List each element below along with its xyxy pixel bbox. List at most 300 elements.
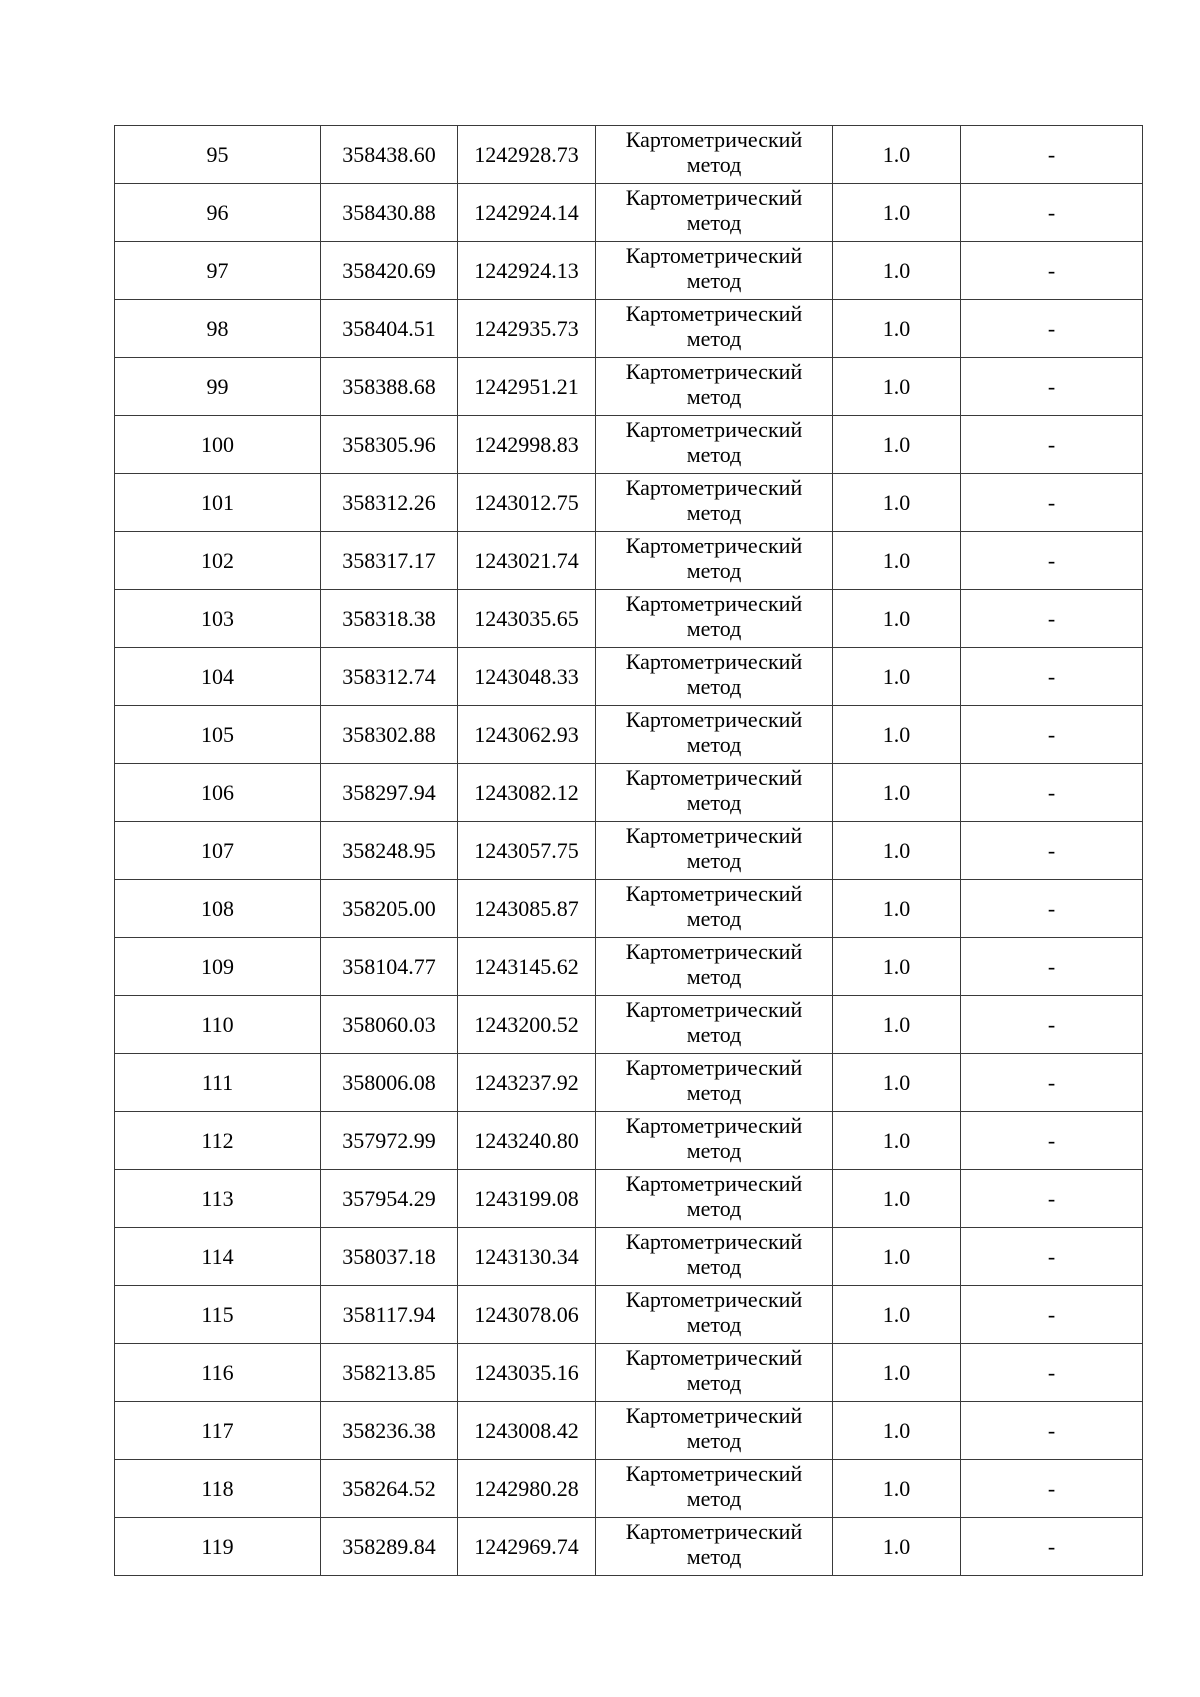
- y-coordinate-cell-text: 1242924.13: [474, 258, 579, 283]
- note-cell-text: -: [1047, 1186, 1056, 1211]
- note-cell-text: -: [1047, 780, 1056, 805]
- accuracy-cell-text: 1.0: [882, 490, 911, 515]
- point-number-cell-text: 115: [201, 1302, 234, 1327]
- method-cell-text: Картометрический метод: [625, 880, 803, 931]
- y-coordinate-cell: [458, 1344, 596, 1402]
- x-coordinate-cell-text: 358264.52: [342, 1476, 436, 1501]
- accuracy-cell-text: 1.0: [882, 1070, 911, 1095]
- point-number-cell: [115, 938, 321, 996]
- x-coordinate-cell: [321, 648, 458, 706]
- point-number-cell-text: 117: [201, 1418, 234, 1443]
- x-coordinate-cell: [321, 764, 458, 822]
- x-coordinate-cell: [321, 1460, 458, 1518]
- method-cell: [596, 126, 833, 184]
- y-coordinate-cell: [458, 706, 596, 764]
- y-coordinate-cell-text: 1243085.87: [474, 896, 579, 921]
- note-cell: [961, 648, 1143, 706]
- table-row: [115, 1112, 1143, 1170]
- point-number-cell-text: 106: [201, 780, 234, 805]
- x-coordinate-cell-text: 358236.38: [342, 1418, 436, 1443]
- x-coordinate-cell: [321, 1228, 458, 1286]
- point-number-cell-text: 104: [201, 664, 234, 689]
- point-number-cell: [115, 416, 321, 474]
- note-cell: [961, 1518, 1143, 1576]
- point-number-cell-text: 99: [206, 374, 229, 399]
- table-row: [115, 126, 1143, 184]
- accuracy-cell: [833, 1344, 961, 1402]
- note-cell: [961, 764, 1143, 822]
- x-coordinate-cell-text: 358117.94: [342, 1302, 436, 1327]
- note-cell-text: -: [1047, 954, 1056, 979]
- method-cell: [596, 1112, 833, 1170]
- note-cell: [961, 1402, 1143, 1460]
- method-cell-text: Картометрический метод: [625, 184, 803, 235]
- note-cell-text: -: [1047, 664, 1056, 689]
- note-cell-text: -: [1047, 200, 1056, 225]
- accuracy-cell-text: 1.0: [882, 954, 911, 979]
- method-cell-text: Картометрический метод: [625, 1344, 803, 1395]
- point-number-cell-text: 107: [201, 838, 234, 863]
- method-cell: [596, 1402, 833, 1460]
- y-coordinate-cell-text: 1242980.28: [474, 1476, 579, 1501]
- method-cell-text: Картометрический метод: [625, 1518, 803, 1569]
- point-number-cell-text: 112: [201, 1128, 234, 1153]
- y-coordinate-cell: [458, 300, 596, 358]
- method-cell-text: Картометрический метод: [625, 764, 803, 815]
- accuracy-cell: [833, 416, 961, 474]
- note-cell-text: -: [1047, 1476, 1056, 1501]
- y-coordinate-cell: [458, 474, 596, 532]
- y-coordinate-cell-text: 1243237.92: [474, 1070, 579, 1095]
- accuracy-cell: [833, 706, 961, 764]
- note-cell: [961, 590, 1143, 648]
- y-coordinate-cell-text: 1243240.80: [474, 1128, 579, 1153]
- y-coordinate-cell: [458, 938, 596, 996]
- method-cell: [596, 184, 833, 242]
- accuracy-cell: [833, 880, 961, 938]
- point-number-cell-text: 109: [201, 954, 234, 979]
- method-cell: [596, 416, 833, 474]
- point-number-cell-text: 114: [201, 1244, 234, 1269]
- method-cell-text: Картометрический метод: [625, 1286, 803, 1337]
- method-cell-text: Картометрический метод: [625, 358, 803, 409]
- method-cell-text: Картометрический метод: [625, 822, 803, 873]
- point-number-cell-text: 118: [201, 1476, 234, 1501]
- note-cell: [961, 1286, 1143, 1344]
- method-cell: [596, 1518, 833, 1576]
- table-row: [115, 1518, 1143, 1576]
- y-coordinate-cell-text: 1243082.12: [474, 780, 579, 805]
- accuracy-cell-text: 1.0: [882, 1360, 911, 1385]
- x-coordinate-cell: [321, 532, 458, 590]
- table-row: [115, 242, 1143, 300]
- method-cell: [596, 880, 833, 938]
- accuracy-cell-text: 1.0: [882, 722, 911, 747]
- point-number-cell: [115, 184, 321, 242]
- y-coordinate-cell: [458, 590, 596, 648]
- x-coordinate-cell-text: 358312.74: [342, 664, 436, 689]
- point-number-cell-text: 119: [201, 1534, 234, 1559]
- y-coordinate-cell-text: 1243062.93: [474, 722, 579, 747]
- accuracy-cell-text: 1.0: [882, 432, 911, 457]
- y-coordinate-cell: [458, 648, 596, 706]
- note-cell: [961, 300, 1143, 358]
- y-coordinate-cell: [458, 126, 596, 184]
- method-cell: [596, 996, 833, 1054]
- note-cell-text: -: [1047, 490, 1056, 515]
- y-coordinate-cell: [458, 358, 596, 416]
- note-cell: [961, 242, 1143, 300]
- table-row: [115, 880, 1143, 938]
- y-coordinate-cell: [458, 1460, 596, 1518]
- x-coordinate-cell-text: 358318.38: [342, 606, 436, 631]
- x-coordinate-cell: [321, 1170, 458, 1228]
- method-cell: [596, 532, 833, 590]
- method-cell-text: Картометрический метод: [625, 706, 803, 757]
- accuracy-cell-text: 1.0: [882, 664, 911, 689]
- x-coordinate-cell: [321, 822, 458, 880]
- note-cell: [961, 1054, 1143, 1112]
- table-row: [115, 184, 1143, 242]
- accuracy-cell: [833, 1054, 961, 1112]
- point-number-cell: [115, 1286, 321, 1344]
- note-cell-text: -: [1047, 1012, 1056, 1037]
- method-cell-text: Картометрический метод: [625, 1228, 803, 1279]
- x-coordinate-cell: [321, 1344, 458, 1402]
- x-coordinate-cell: [321, 1402, 458, 1460]
- note-cell-text: -: [1047, 838, 1056, 863]
- y-coordinate-cell-text: 1242951.21: [474, 374, 579, 399]
- note-cell-text: -: [1047, 374, 1056, 399]
- x-coordinate-cell: [321, 1054, 458, 1112]
- note-cell: [961, 996, 1143, 1054]
- x-coordinate-cell: [321, 242, 458, 300]
- note-cell: [961, 358, 1143, 416]
- y-coordinate-cell-text: 1242928.73: [474, 142, 579, 167]
- point-number-cell: [115, 880, 321, 938]
- accuracy-cell: [833, 1286, 961, 1344]
- table-row: [115, 1344, 1143, 1402]
- x-coordinate-cell: [321, 1518, 458, 1576]
- accuracy-cell-text: 1.0: [882, 1476, 911, 1501]
- x-coordinate-cell-text: 358305.96: [342, 432, 436, 457]
- y-coordinate-cell: [458, 1054, 596, 1112]
- accuracy-cell-text: 1.0: [882, 1128, 911, 1153]
- y-coordinate-cell: [458, 1228, 596, 1286]
- note-cell-text: -: [1047, 258, 1056, 283]
- method-cell: [596, 242, 833, 300]
- note-cell: [961, 126, 1143, 184]
- note-cell: [961, 938, 1143, 996]
- y-coordinate-cell: [458, 764, 596, 822]
- y-coordinate-cell: [458, 1286, 596, 1344]
- method-cell-text: Картометрический метод: [625, 126, 803, 177]
- note-cell-text: -: [1047, 548, 1056, 573]
- point-number-cell-text: 110: [201, 1012, 234, 1037]
- method-cell-text: Картометрический метод: [625, 1054, 803, 1105]
- method-cell-text: Картометрический метод: [625, 648, 803, 699]
- table-row: [115, 822, 1143, 880]
- accuracy-cell-text: 1.0: [882, 1302, 911, 1327]
- note-cell-text: -: [1047, 142, 1056, 167]
- y-coordinate-cell: [458, 822, 596, 880]
- accuracy-cell: [833, 1460, 961, 1518]
- y-coordinate-cell: [458, 184, 596, 242]
- point-number-cell: [115, 648, 321, 706]
- accuracy-cell: [833, 764, 961, 822]
- y-coordinate-cell-text: 1243035.65: [474, 606, 579, 631]
- x-coordinate-cell-text: 358060.03: [342, 1012, 436, 1037]
- accuracy-cell: [833, 184, 961, 242]
- table-row: [115, 532, 1143, 590]
- accuracy-cell-text: 1.0: [882, 1534, 911, 1559]
- y-coordinate-cell-text: 1243130.34: [474, 1244, 579, 1269]
- point-number-cell: [115, 474, 321, 532]
- y-coordinate-cell-text: 1243199.08: [474, 1186, 579, 1211]
- table-row: [115, 1286, 1143, 1344]
- point-number-cell-text: 95: [206, 142, 229, 167]
- point-number-cell: [115, 1344, 321, 1402]
- method-cell-text: Картометрический метод: [625, 1402, 803, 1453]
- x-coordinate-cell: [321, 416, 458, 474]
- x-coordinate-cell: [321, 590, 458, 648]
- x-coordinate-cell-text: 358420.69: [342, 258, 436, 283]
- x-coordinate-cell: [321, 1286, 458, 1344]
- y-coordinate-cell-text: 1243012.75: [474, 490, 579, 515]
- point-number-cell: [115, 1170, 321, 1228]
- y-coordinate-cell: [458, 1112, 596, 1170]
- note-cell: [961, 706, 1143, 764]
- x-coordinate-cell: [321, 880, 458, 938]
- point-number-cell: [115, 358, 321, 416]
- accuracy-cell: [833, 358, 961, 416]
- x-coordinate-cell: [321, 706, 458, 764]
- x-coordinate-cell-text: 358317.17: [342, 548, 436, 573]
- accuracy-cell-text: 1.0: [882, 200, 911, 225]
- y-coordinate-cell-text: 1243021.74: [474, 548, 579, 573]
- method-cell-text: Картометрический метод: [625, 996, 803, 1047]
- x-coordinate-cell-text: 358213.85: [342, 1360, 436, 1385]
- y-coordinate-cell: [458, 532, 596, 590]
- point-number-cell-text: 102: [201, 548, 234, 573]
- point-number-cell-text: 98: [206, 316, 229, 341]
- accuracy-cell: [833, 1402, 961, 1460]
- table-row: [115, 474, 1143, 532]
- accuracy-cell: [833, 1518, 961, 1576]
- note-cell-text: -: [1047, 1418, 1056, 1443]
- y-coordinate-cell-text: 1242924.14: [474, 200, 579, 225]
- point-number-cell: [115, 996, 321, 1054]
- note-cell: [961, 532, 1143, 590]
- x-coordinate-cell: [321, 300, 458, 358]
- point-number-cell-text: 111: [201, 1070, 234, 1095]
- accuracy-cell: [833, 996, 961, 1054]
- y-coordinate-cell-text: 1242969.74: [474, 1534, 579, 1559]
- table-row: [115, 1054, 1143, 1112]
- accuracy-cell-text: 1.0: [882, 258, 911, 283]
- accuracy-cell: [833, 300, 961, 358]
- point-number-cell: [115, 706, 321, 764]
- point-number-cell-text: 101: [201, 490, 234, 515]
- y-coordinate-cell-text: 1243200.52: [474, 1012, 579, 1037]
- note-cell-text: -: [1047, 432, 1056, 457]
- x-coordinate-cell-text: 358404.51: [342, 316, 436, 341]
- point-number-cell: [115, 242, 321, 300]
- accuracy-cell-text: 1.0: [882, 1244, 911, 1269]
- note-cell-text: -: [1047, 316, 1056, 341]
- accuracy-cell: [833, 590, 961, 648]
- x-coordinate-cell-text: 358006.08: [342, 1070, 436, 1095]
- note-cell: [961, 474, 1143, 532]
- point-number-cell: [115, 532, 321, 590]
- note-cell: [961, 184, 1143, 242]
- note-cell-text: -: [1047, 1244, 1056, 1269]
- note-cell: [961, 1460, 1143, 1518]
- point-number-cell-text: 103: [201, 606, 234, 631]
- accuracy-cell: [833, 1228, 961, 1286]
- y-coordinate-cell: [458, 880, 596, 938]
- note-cell-text: -: [1047, 896, 1056, 921]
- method-cell: [596, 648, 833, 706]
- table-row: [115, 648, 1143, 706]
- x-coordinate-cell-text: 357972.99: [342, 1128, 436, 1153]
- method-cell-text: Картометрический метод: [625, 590, 803, 641]
- method-cell-text: Картометрический метод: [625, 938, 803, 989]
- accuracy-cell: [833, 126, 961, 184]
- accuracy-cell-text: 1.0: [882, 896, 911, 921]
- table-row: [115, 938, 1143, 996]
- x-coordinate-cell: [321, 184, 458, 242]
- x-coordinate-cell-text: 358205.00: [342, 896, 436, 921]
- note-cell: [961, 1170, 1143, 1228]
- accuracy-cell-text: 1.0: [882, 1012, 911, 1037]
- method-cell-text: Картометрический метод: [625, 474, 803, 525]
- note-cell-text: -: [1047, 1534, 1056, 1559]
- accuracy-cell: [833, 532, 961, 590]
- note-cell: [961, 880, 1143, 938]
- x-coordinate-cell: [321, 474, 458, 532]
- point-number-cell-text: 96: [206, 200, 229, 225]
- accuracy-cell-text: 1.0: [882, 780, 911, 805]
- method-cell-text: Картометрический метод: [625, 300, 803, 351]
- accuracy-cell: [833, 1112, 961, 1170]
- accuracy-cell: [833, 474, 961, 532]
- method-cell: [596, 358, 833, 416]
- x-coordinate-cell-text: 358430.88: [342, 200, 436, 225]
- x-coordinate-cell-text: 358248.95: [342, 838, 436, 863]
- method-cell: [596, 1170, 833, 1228]
- point-number-cell: [115, 1402, 321, 1460]
- y-coordinate-cell-text: 1243078.06: [474, 1302, 579, 1327]
- y-coordinate-cell-text: 1242935.73: [474, 316, 579, 341]
- note-cell: [961, 1344, 1143, 1402]
- point-number-cell: [115, 1228, 321, 1286]
- method-cell: [596, 590, 833, 648]
- method-cell: [596, 1460, 833, 1518]
- method-cell: [596, 938, 833, 996]
- accuracy-cell-text: 1.0: [882, 838, 911, 863]
- y-coordinate-cell: [458, 242, 596, 300]
- table-row: [115, 590, 1143, 648]
- x-coordinate-cell-text: 358388.68: [342, 374, 436, 399]
- accuracy-cell: [833, 648, 961, 706]
- method-cell: [596, 764, 833, 822]
- method-cell-text: Картометрический метод: [625, 1170, 803, 1221]
- y-coordinate-cell-text: 1243048.33: [474, 664, 579, 689]
- table-row: [115, 706, 1143, 764]
- point-number-cell: [115, 126, 321, 184]
- point-number-cell-text: 116: [201, 1360, 234, 1385]
- accuracy-cell-text: 1.0: [882, 316, 911, 341]
- method-cell: [596, 1228, 833, 1286]
- method-cell: [596, 822, 833, 880]
- x-coordinate-cell: [321, 938, 458, 996]
- x-coordinate-cell-text: 357954.29: [342, 1186, 436, 1211]
- point-number-cell: [115, 1112, 321, 1170]
- accuracy-cell: [833, 1170, 961, 1228]
- method-cell: [596, 300, 833, 358]
- x-coordinate-cell: [321, 1112, 458, 1170]
- y-coordinate-cell: [458, 1170, 596, 1228]
- coordinates-table-body: [115, 126, 1143, 1576]
- note-cell-text: -: [1047, 1128, 1056, 1153]
- method-cell-text: Картометрический метод: [625, 416, 803, 467]
- point-number-cell-text: 113: [201, 1186, 234, 1211]
- table-row: [115, 1228, 1143, 1286]
- note-cell: [961, 1112, 1143, 1170]
- note-cell-text: -: [1047, 1360, 1056, 1385]
- note-cell: [961, 1228, 1143, 1286]
- point-number-cell-text: 100: [201, 432, 234, 457]
- point-number-cell: [115, 822, 321, 880]
- accuracy-cell-text: 1.0: [882, 142, 911, 167]
- method-cell: [596, 474, 833, 532]
- table-row: [115, 416, 1143, 474]
- note-cell-text: -: [1047, 1302, 1056, 1327]
- note-cell-text: -: [1047, 722, 1056, 747]
- point-number-cell: [115, 1518, 321, 1576]
- accuracy-cell-text: 1.0: [882, 1186, 911, 1211]
- table-row: [115, 996, 1143, 1054]
- accuracy-cell: [833, 242, 961, 300]
- x-coordinate-cell: [321, 996, 458, 1054]
- method-cell-text: Картометрический метод: [625, 1112, 803, 1163]
- table-row: [115, 764, 1143, 822]
- accuracy-cell: [833, 822, 961, 880]
- point-number-cell: [115, 300, 321, 358]
- x-coordinate-cell-text: 358438.60: [342, 142, 436, 167]
- y-coordinate-cell: [458, 996, 596, 1054]
- accuracy-cell-text: 1.0: [882, 1418, 911, 1443]
- table-row: [115, 300, 1143, 358]
- method-cell-text: Картометрический метод: [625, 242, 803, 293]
- accuracy-cell: [833, 938, 961, 996]
- table-row: [115, 1402, 1143, 1460]
- method-cell: [596, 1054, 833, 1112]
- x-coordinate-cell-text: 358104.77: [342, 954, 436, 979]
- method-cell: [596, 706, 833, 764]
- y-coordinate-cell-text: 1243008.42: [474, 1418, 579, 1443]
- x-coordinate-cell-text: 358297.94: [342, 780, 436, 805]
- x-coordinate-cell-text: 358312.26: [342, 490, 436, 515]
- y-coordinate-cell-text: 1243145.62: [474, 954, 579, 979]
- point-number-cell: [115, 764, 321, 822]
- note-cell-text: -: [1047, 606, 1056, 631]
- coordinates-table: [114, 125, 1143, 1576]
- point-number-cell: [115, 1054, 321, 1112]
- method-cell-text: Картометрический метод: [625, 1460, 803, 1511]
- point-number-cell: [115, 590, 321, 648]
